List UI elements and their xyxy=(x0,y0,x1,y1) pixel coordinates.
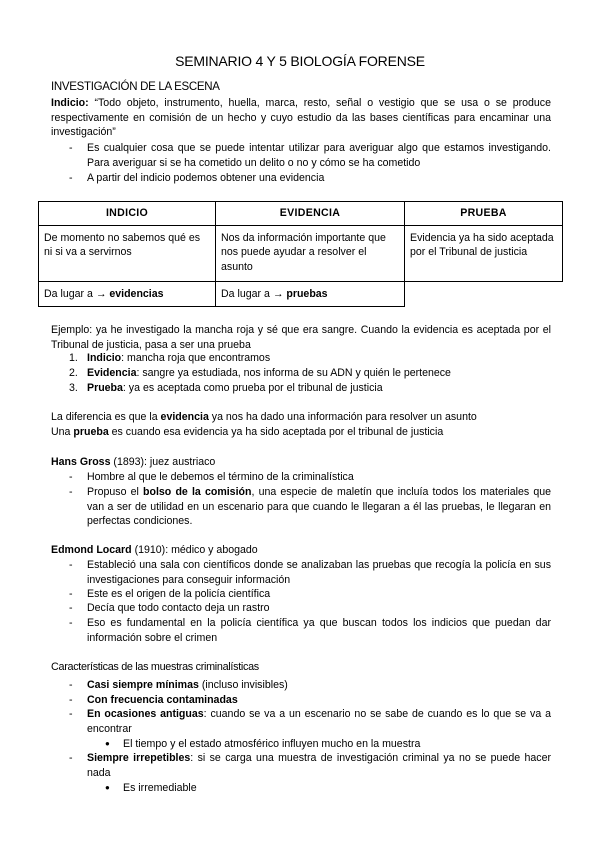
table-cell: Nos da información importante que nos puede ayudar a resolver el asunto xyxy=(216,225,405,281)
list-item: - Siempre irrepetibles: si se carga una muestra de investigación criminal ya no se puede hacer nada xyxy=(69,752,551,779)
section-heading-caracteristicas: Características de las muestras criminalísticas xyxy=(51,661,259,673)
example-paragraph: Ejemplo: ya he investigado la mancha roja y sé que era sangre. Cuando la evidencia es aceptada por el Tribunal de justicia, pasa a ser una prueba xyxy=(51,324,551,351)
section-heading-investigacion: INVESTIGACIÓN DE LA ESCENA xyxy=(51,81,220,93)
list-item: - Estableció una sala con científicos donde se analizaban las pruebas que recogía la policía en sus investigaciones para conseguir información xyxy=(69,559,551,586)
list-item: 1. Indicio: mancha roja que encontramos xyxy=(69,352,271,364)
list-item: - Propuso el bolso de la comisión, una especie de maletín que incluía todos los materiales que van a ser de utilidad en un escenario para que cuando le llegaran a él las pruebas, le llegaran en perfectas condiciones. xyxy=(69,486,552,528)
indicio-definition xyxy=(51,96,551,140)
list-item-text: A partir del indicio podemos obtener una evidencia xyxy=(87,172,325,184)
page-title: SEMINARIO 4 Y 5 BIOLOGÍA FORENSE xyxy=(175,53,425,69)
table-header-row xyxy=(39,202,563,226)
list-item: - Decía que todo contacto deja un rastro xyxy=(69,602,270,614)
list-item: - A partir del indicio podemos obtener una evidencia xyxy=(69,171,551,186)
list-item: 2. Evidencia: sangre ya estudiada, nos informa de su ADN y quién le pertenece xyxy=(69,367,451,379)
list-item-text: Es cualquier cosa que se puede intentar utilizar para averiguar algo que estamos investigando. Para averiguar si se ha cometido un delito o no y cómo se ha cometido xyxy=(87,142,551,169)
indicio-text: “Todo objeto, instrumento, huella, marca, resto, señal o vestigio que se usa o se produce respectivamente en comisión de un hecho y cuyo estudio da las bases científicas para encaminar una investigación” xyxy=(51,97,551,139)
list-item: - Hombre al que le debemos el término de la criminalística xyxy=(69,471,354,483)
list-item: - Con frecuencia contaminadas xyxy=(69,694,238,706)
table-cell: Da lugar a → pruebas xyxy=(216,281,405,307)
comparison-table xyxy=(38,201,563,307)
table-cell: De momento no sabemos qué es ni si va a servirnos xyxy=(39,225,216,281)
table-cell-empty xyxy=(405,281,563,307)
table-cell: Da lugar a → evidencias xyxy=(39,281,216,307)
list-item: - En ocasiones antiguas: cuando se va a un escenario no se sabe de cuando es lo que se va a encontrar xyxy=(69,708,551,735)
hans-gross-heading: Hans Gross (1893): juez austriaco xyxy=(51,456,216,468)
difference-line-2: Una prueba es cuando esa evidencia ya ha sido aceptada por el tribunal de justicia xyxy=(51,426,444,438)
table-row xyxy=(39,281,563,307)
difference-line-1: La diferencia es que la evidencia ya nos ha dado una información para resolver un asunto xyxy=(51,411,477,423)
header-prueba: PRUEBA xyxy=(405,202,563,226)
header-evidencia: EVIDENCIA xyxy=(216,202,405,226)
table-row xyxy=(39,225,563,281)
indicio-label: Indicio: xyxy=(51,97,89,109)
list-item: 3. Prueba: ya es aceptada como prueba por el tribunal de justicia xyxy=(69,382,383,394)
sub-list-item: ● El tiempo y el estado atmosférico influyen mucho en la muestra xyxy=(105,738,421,750)
sub-list-item: ● Es irremediable xyxy=(105,782,197,794)
list-item: - Eso es fundamental en la policía científica ya que buscan todos los indicios que puedan dar información sobre el crimen xyxy=(69,617,551,644)
table-cell: Evidencia ya ha sido aceptada por el Tribunal de justicia xyxy=(405,225,563,281)
list-item: - Casi siempre mínimas (incluso invisibles) xyxy=(69,679,288,691)
list-item: - Es cualquier cosa que se puede intentar utilizar para averiguar algo que estamos investigando. Para averiguar si se ha cometido un delito o no y cómo se ha cometido xyxy=(69,142,551,169)
list-item: - Este es el origen de la policía científica xyxy=(69,588,271,600)
locard-heading: Edmond Locard (1910): médico y abogado xyxy=(51,544,258,556)
header-indicio: INDICIO xyxy=(39,202,216,226)
